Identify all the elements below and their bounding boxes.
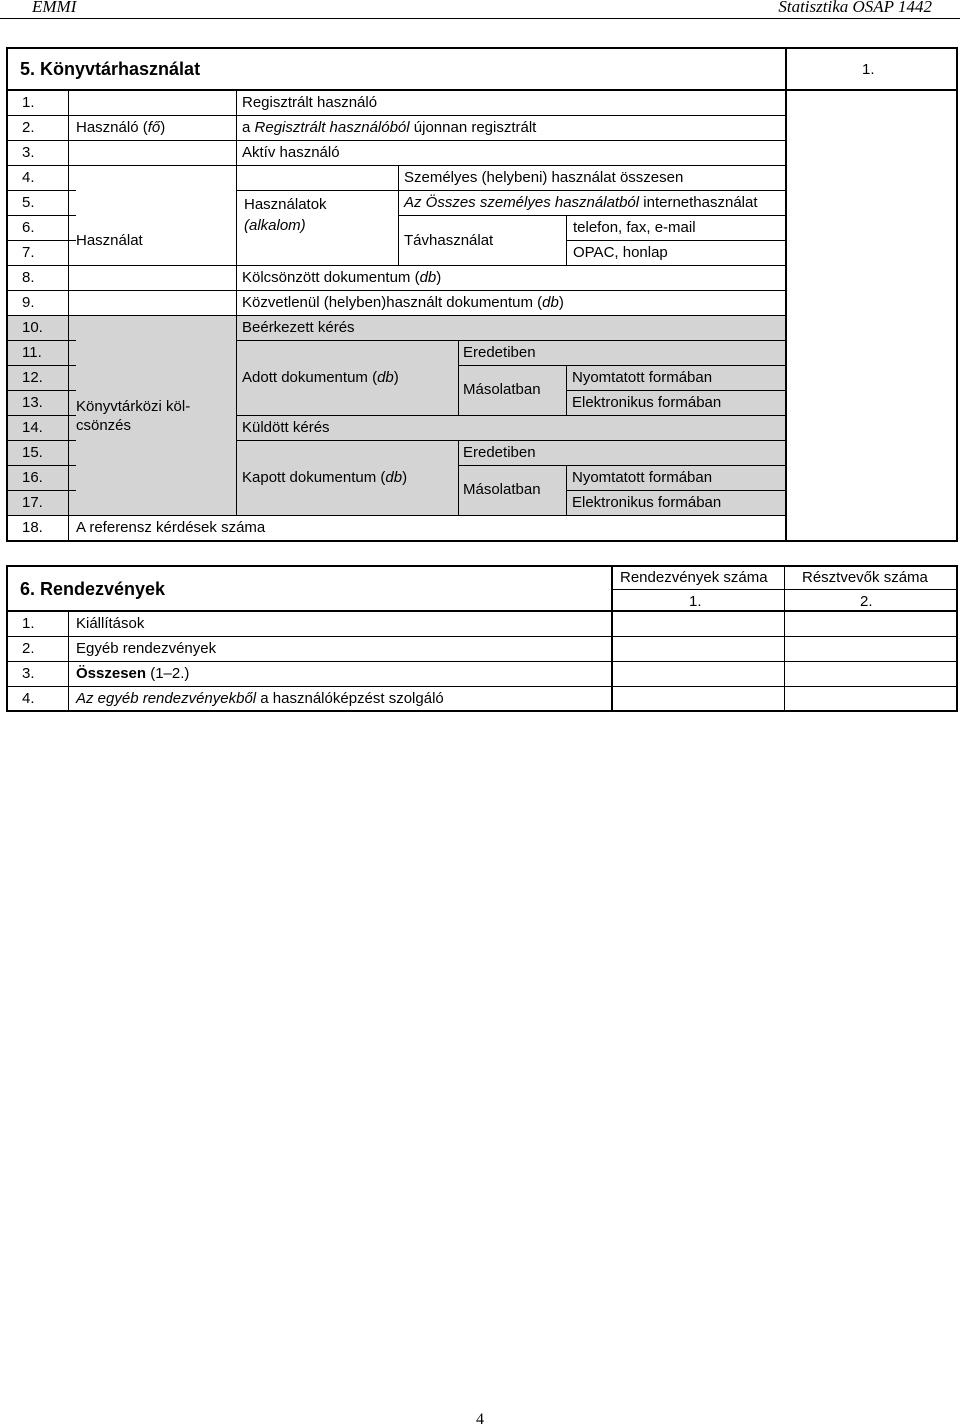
header-rule: [0, 18, 960, 19]
label-regisztralt: Regisztrált használó: [242, 94, 378, 111]
row-num: 11.: [22, 344, 42, 361]
label-eredetiben: Eredetiben: [463, 444, 536, 461]
row-num: 2.: [22, 640, 35, 657]
section6-col1-header: Rendezvények száma: [620, 569, 768, 586]
section6-col2-header: Résztvevők száma: [802, 569, 928, 586]
label-masolatban: Másolatban: [463, 481, 541, 498]
row-num: 15.: [22, 444, 43, 461]
row-num: 7.: [22, 244, 35, 261]
row-num: 17.: [22, 494, 43, 511]
border-bottom: [6, 540, 958, 542]
label-aktiv: Aktív használó: [242, 144, 340, 161]
shade-interlibrary: [7, 316, 785, 516]
row-num: 4.: [22, 690, 35, 707]
label-elektronikus: Elektronikus formában: [572, 394, 722, 411]
border-bottom: [6, 710, 958, 712]
label-beerkezett: Beérkezett kérés: [242, 319, 355, 336]
label-opac: OPAC, honlap: [573, 244, 668, 261]
label-kolcsonzott: Kölcsönzött dokumentum (db): [242, 269, 442, 286]
row-num: 9.: [22, 294, 35, 311]
row-label-egyeb: Egyéb rendezvények: [76, 640, 217, 657]
border-right: [956, 47, 958, 542]
row-num: 10.: [22, 319, 43, 336]
border-left: [6, 47, 8, 542]
row-num: 1.: [22, 94, 35, 111]
row-label-hasznalokepzes: Az egyéb rendezvényekből a használóképzést szolgáló: [76, 690, 444, 707]
row-num: 1.: [22, 615, 35, 632]
border-top: [6, 565, 958, 567]
row-num: 3.: [22, 665, 35, 682]
label-eredetiben: Eredetiben: [463, 344, 536, 361]
row-num: 14.: [22, 419, 43, 436]
row-num: 16.: [22, 469, 43, 486]
label-kuldott: Küldött kérés: [242, 419, 330, 436]
row-num: 6.: [22, 219, 35, 236]
label-hasznalo: Használó (fő): [76, 119, 166, 136]
label-referensz: A referensz kérdések száma: [76, 519, 266, 536]
title-rule: [6, 89, 958, 91]
section6-col1-num: 1.: [689, 593, 702, 610]
label-masolatban: Másolatban: [463, 381, 541, 398]
section6-title: 6. Rendezvények: [20, 579, 166, 599]
row-num: 13.: [22, 394, 43, 411]
label-elektronikus: Elektronikus formában: [572, 494, 722, 511]
row-num: 12.: [22, 369, 43, 386]
col-divider: [785, 47, 787, 542]
label-alkalom: (alkalom): [244, 217, 306, 234]
label-adott: Adott dokumentum (db): [242, 369, 399, 386]
label-nyomtatott: Nyomtatott formában: [572, 469, 713, 486]
label-tavhasznalat: Távhasználat: [404, 232, 494, 249]
section5-title: 5. Könyvtárhasználat: [20, 59, 201, 79]
label-konyvtarkozi-2: csönzés: [76, 417, 132, 434]
label-osszes: Az Összes személyes használatból internethasználat: [404, 194, 758, 211]
col-divider: [611, 565, 613, 712]
row-num: 2.: [22, 119, 35, 136]
label-hasznalatok: Használatok: [244, 196, 327, 213]
row-num: 18.: [22, 519, 43, 536]
label-konyvtarkozi-1: Könyvtárközi köl-: [76, 398, 191, 415]
header-right: Statisztika OSAP 1442: [778, 0, 932, 16]
border-left: [6, 565, 8, 712]
section6-col2-num: 2.: [860, 593, 873, 610]
label-telefon: telefon, fax, e-mail: [573, 219, 696, 236]
label-kozvetlen: Közvetlenül (helyben)használt dokumentum (db): [242, 294, 564, 311]
header-left: EMMI: [32, 0, 77, 16]
page-number: 4: [476, 1411, 484, 1428]
row-num: 4.: [22, 169, 35, 186]
title-rule: [6, 610, 958, 612]
row-num: 3.: [22, 144, 35, 161]
section5-col-header: 1.: [862, 61, 875, 78]
label-nyomtatott: Nyomtatott formában: [572, 369, 713, 386]
row-label-kiallitasok: Kiállítások: [76, 615, 145, 632]
row-num: 5.: [22, 194, 35, 211]
border-top: [6, 47, 958, 49]
row-num: 8.: [22, 269, 35, 286]
border-right: [956, 565, 958, 712]
label-kapott: Kapott dokumentum (db): [242, 469, 408, 486]
label-hasznalat: Használat: [76, 232, 143, 249]
row-label-osszesen: Összesen (1–2.): [76, 665, 190, 682]
label-szemelyes: Személyes (helybeni) használat összesen: [404, 169, 684, 186]
label-reg-uj: a Regisztrált használóból újonnan regisztrált: [242, 119, 537, 136]
